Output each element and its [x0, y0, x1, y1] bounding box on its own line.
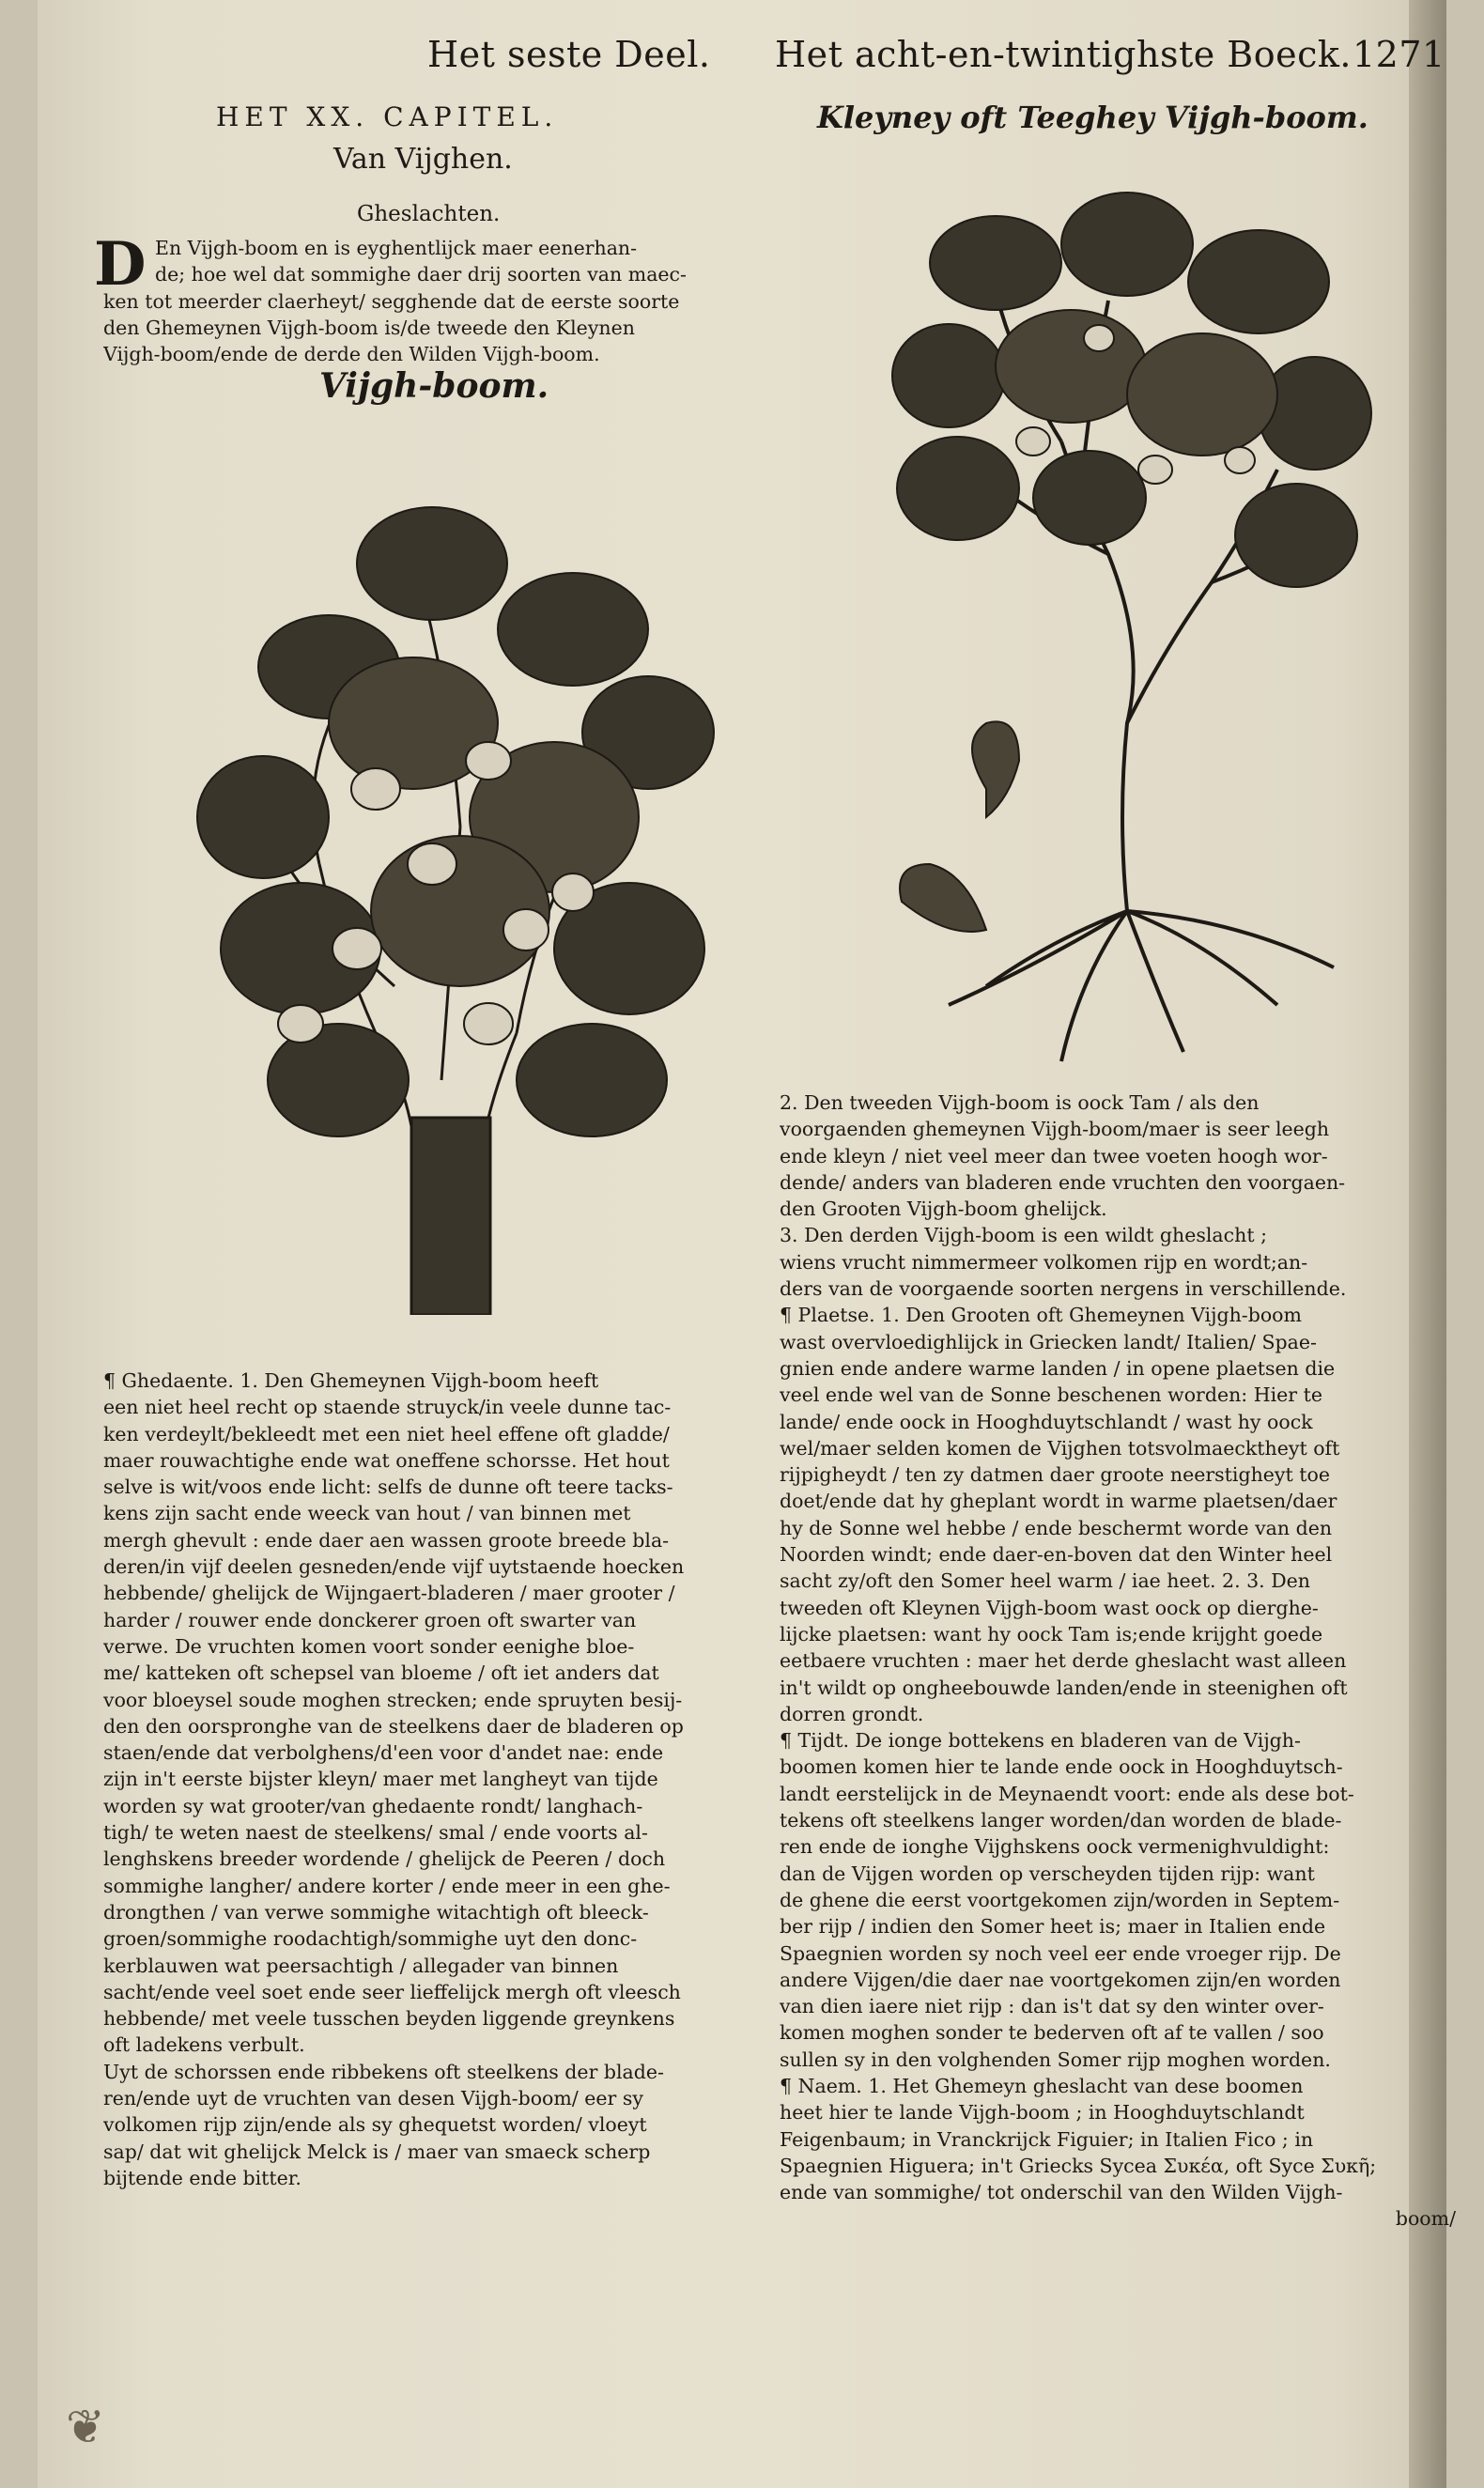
small-fig-tree-woodcut: [845, 160, 1409, 1080]
text-line: mergh ghevult : ende daer aen wassen groote breede bla-: [103, 1528, 670, 1552]
text-line: komen moghen sonder te bederven oft af te vallen / soo: [780, 2021, 1324, 2045]
text-line: ders van de voorgaende soorten nergens in verschillende.: [780, 1277, 1347, 1301]
flourish-ornament-icon: ❦: [66, 2400, 105, 2454]
text-line: me/ katteken oft schepsel van bloeme / oft iet anders dat: [103, 1661, 659, 1685]
drop-capital: D: [94, 229, 147, 300]
text-line: dorren grondt.: [780, 1702, 924, 1725]
text-line: boomen komen hier te lande ende oock in Hooghduytsch-: [780, 1755, 1343, 1779]
text-line: van dien iaere niet rijp : dan is't dat sy den winter over-: [780, 1995, 1324, 2018]
text-line: maer rouwachtighe ende wat oneffene schorsse. Het hout: [103, 1448, 670, 1472]
text-line: gnien ende andere warme landen / in opene plaetsen die: [780, 1356, 1336, 1380]
text-line: Uyt de schorssen ende ribbekens oft steelkens der blade-: [103, 2060, 664, 2083]
text-line: ken verdeylt/bekleedt met een niet heel effene oft gladde/: [103, 1422, 670, 1445]
text-line: tigh/ te weten naest de steelkens/ smal / ende voorts al-: [103, 1821, 648, 1845]
text-line: lenghskens breeder wordende / ghelijck de Peeren / doch: [103, 1847, 666, 1871]
text-line: voorgaenden ghemeynen Vijgh-boom/maer is seer leegh: [780, 1118, 1330, 1141]
text-line: ende van sommighe/ tot onderschil van den Wilden Vijgh-: [780, 2181, 1343, 2204]
text-line: sommighe langher/ andere korter / ende meer in een ghe-: [103, 1874, 671, 1897]
text-line: Feigenbaum; in Vranckrijck Figuier; in Italien Fico ; in: [780, 2127, 1314, 2151]
page-number: 1271: [1353, 34, 1445, 75]
text-line: ¶ Ghedaente. 1. Den Ghemeynen Vijgh-boom heeft: [103, 1369, 599, 1392]
left-column-text: [103, 1368, 798, 2191]
right-figure-caption: Kleyney oft Teeghey Vijgh-boom.: [817, 100, 1368, 135]
text-line: hy de Sonne wel hebbe / ende beschermt worde van den: [780, 1516, 1333, 1539]
text-line: heet hier te lande Vijgh-boom ; in Hooghduytschlandt: [780, 2101, 1305, 2125]
text-line: wiens vrucht nimmermeer volkomen rijp en wordt;an-: [780, 1250, 1308, 1274]
text-line: zijn in't eerste bijster kleyn/ maer met langheyt van tijde: [103, 1768, 658, 1791]
text-line: boom/: [1395, 2207, 1456, 2231]
chapter-heading: HET XX. CAPITEL.: [216, 101, 559, 132]
text-line: kens zijn sacht ende weeck van hout / van binnen met: [103, 1502, 631, 1525]
text-line: hebbende/ ghelijck de Wijngaert-bladeren / maer grooter /: [103, 1582, 675, 1605]
running-header-right: Het acht-en-twintighste Boeck.: [775, 34, 1352, 75]
text-line: den Grooten Vijgh-boom ghelijck.: [780, 1198, 1107, 1221]
text-line: groen/sommighe roodachtigh/sommighe uyt den donc-: [103, 1927, 638, 1951]
text-line: oft ladekens verbult.: [103, 2033, 305, 2057]
text-line: bijtende ende bitter.: [103, 2166, 301, 2189]
text-line: ¶ Naem. 1. Het Ghemeyn gheslacht van dese boomen: [780, 2074, 1304, 2097]
text-line: tekens oft steelkens langer worden/dan worden de blade-: [780, 1809, 1342, 1832]
text-line: den den oorspronghe van de steelkens daer de bladeren op: [103, 1714, 684, 1738]
section-heading: Gheslachten.: [357, 202, 501, 226]
text-line: landt eerstelijck in de Meynaendt voort: ende als dese bot-: [780, 1782, 1354, 1805]
running-header-left: Het seste Deel.: [427, 34, 711, 75]
text-line: volkomen rijp zijn/ende als sy ghequetst worden/ vloeyt: [103, 2113, 647, 2137]
fig-tree-woodcut: [178, 423, 742, 1315]
text-line: ber rijp / indien den Somer heet is; maer in Italien ende: [780, 1915, 1326, 1939]
text-line: eetbaere vruchten : maer het derde gheslacht wast alleen: [780, 1649, 1347, 1673]
text-line: Vijgh-boom/ende de derde den Wilden Vijgh-boom.: [103, 343, 600, 366]
text-line: dende/ anders van bladeren ende vruchten den voorgaen-: [780, 1170, 1346, 1194]
text-line: kerblauwen wat peersachtigh / allegader van binnen: [103, 1954, 619, 1977]
text-line: staen/ende dat verbolghens/d'een voor d'andet nae: ende: [103, 1741, 664, 1765]
text-line: de; hoe wel dat sommighe daer drij soorten van maec-: [155, 263, 687, 286]
text-line: Spaegnien worden sy noch veel eer ende vroeger rijp. De: [780, 1941, 1341, 1965]
text-line: sullen sy in den volghenden Somer rijp moghen worden.: [780, 2048, 1331, 2071]
text-line: sap/ dat wit ghelijck Melck is / maer van smaeck scherp: [103, 2140, 651, 2163]
text-line: En Vijgh-boom en is eyghentlijck maer eenerhan-: [155, 237, 638, 259]
text-line: rijpigheydt / ten zy datmen daer groote neerstigheyt toe: [780, 1463, 1330, 1487]
text-line: lijcke plaetsen: want hy oock Tam is;ende krijght goede: [780, 1622, 1323, 1646]
left-figure-caption: Vijgh-boom.: [319, 366, 549, 406]
text-line: selve is wit/voos ende licht: selfs de dunne oft teere tacks-: [103, 1476, 673, 1499]
text-line: 2. Den tweeden Vijgh-boom is oock Tam / als den: [780, 1091, 1260, 1114]
text-line: drongthen / van verwe sommighe witachtigh oft bleeck-: [103, 1900, 649, 1924]
text-line: 3. Den derden Vijgh-boom is een wildt gheslacht ;: [780, 1224, 1267, 1247]
text-line: veel ende wel van de Sonne beschenen worden: Hier te: [780, 1383, 1322, 1407]
text-line: de ghene die eerst voortgekomen zijn/worden in Septem-: [780, 1888, 1340, 1911]
text-line: den Ghemeynen Vijgh-boom is/de tweede den Kleynen: [103, 316, 635, 339]
text-line: worden sy wat grooter/van ghedaente rondt/ langhach-: [103, 1794, 643, 1817]
text-line: ¶ Tijdt. De ionge bottekens en bladeren van de Vijgh-: [780, 1729, 1301, 1753]
text-line: harder / rouwer ende donckerer groen oft swarter van: [103, 1608, 637, 1631]
text-line: Spaegnien Higuera; in't Griecks Sycea Συκέα, oft Syce Συκῆ;: [780, 2154, 1377, 2177]
text-line: ¶ Plaetse. 1. Den Grooten oft Ghemeynen Vijgh-boom: [780, 1304, 1302, 1327]
book-page: [38, 0, 1456, 2488]
right-column-text: [780, 1089, 1456, 2233]
text-line: ken tot meerder claerheyt/ segghende dat de eerste soorte: [103, 289, 680, 313]
text-line: voor bloeysel soude moghen strecken; ende spruyten besij-: [103, 1688, 683, 1711]
text-line: tweeden oft Kleynen Vijgh-boom wast oock op dierghe-: [780, 1596, 1319, 1619]
text-line: lande/ ende oock in Hooghduytschlandt / wast hy oock: [780, 1410, 1313, 1433]
text-line: doet/ende dat hy gheplant wordt in warme plaetsen/daer: [780, 1490, 1337, 1513]
text-line: wast overvloedighlijck in Griecken landt/ Italien/ Spae-: [780, 1330, 1317, 1353]
text-line: dan de Vijgen worden op verscheyden tijden rijp: want: [780, 1862, 1315, 1885]
text-line: sacht/ende veel soet ende seer lieffelijck mergh oft vleesch: [103, 1980, 681, 2003]
text-line: ren ende de ionghe Vijghskens oock vermenighvuldight:: [780, 1835, 1330, 1859]
text-line: in't wildt op ongheebouwde landen/ende in steenighen oft: [780, 1676, 1348, 1699]
text-line: hebbende/ met veele tusschen beyden liggende greynkens: [103, 2007, 675, 2031]
text-line: andere Vijgen/die daer nae voortgekomen zijn/en worden: [780, 1968, 1341, 1991]
text-line: Noorden windt; ende daer-en-boven dat den Winter heel: [780, 1543, 1333, 1567]
text-line: sacht zy/oft den Somer heel warm / iae heet. 2. 3. Den: [780, 1569, 1310, 1593]
text-line: deren/in vijf deelen gesneden/ende vijf uytstaende hoecken: [103, 1555, 685, 1579]
text-line: een niet heel recht op staende struyck/in veele dunne tac-: [103, 1396, 672, 1419]
chapter-subject: Van Vijghen.: [333, 143, 513, 176]
text-line: wel/maer selden komen de Vijghen totsvolmaecktheyt oft: [780, 1436, 1340, 1460]
intro-paragraph: [103, 235, 770, 367]
text-line: verwe. De vruchten komen voort sonder eenighe bloe-: [103, 1634, 635, 1658]
text-line: ren/ende uyt de vruchten van desen Vijgh-boom/ eer sy: [103, 2087, 643, 2110]
text-line: ende kleyn / niet veel meer dan twee voeten hoogh wor-: [780, 1144, 1328, 1167]
